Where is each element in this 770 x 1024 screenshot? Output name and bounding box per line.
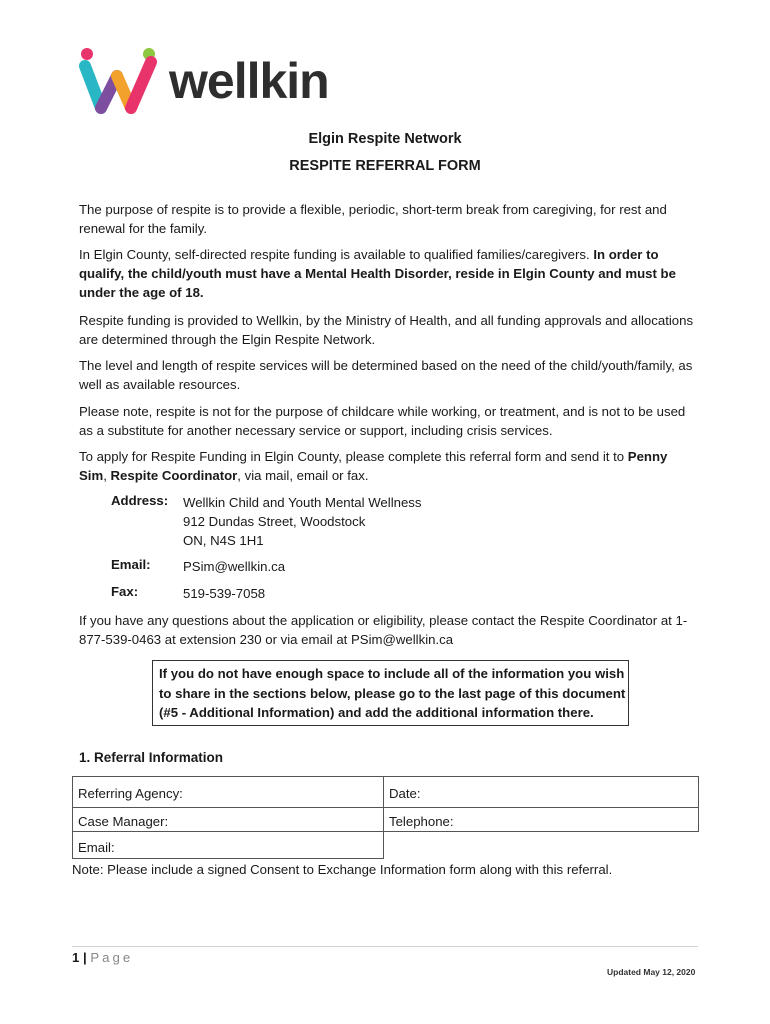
intro-paragraph-6 <box>79 447 694 485</box>
eligibility-text: In Elgin County, self-directed respite funding is available to qualified families/caregivers. <box>79 247 590 262</box>
page-number <box>72 950 133 965</box>
eligibility-requirement: In order to qualify, the child/youth must have a Mental Health Disorder, reside in Elgin County and must be under the age of 18. <box>79 247 676 300</box>
date-field[interactable]: Date: <box>383 776 699 808</box>
wellkin-logo-mark <box>79 46 165 116</box>
form-title: RESPITE REFERRAL FORM <box>289 158 481 174</box>
referring-agency-field[interactable]: Referring Agency: <box>72 776 384 808</box>
email-value[interactable]: PSim@wellkin.ca <box>183 559 286 574</box>
fax-label: Fax: <box>111 584 139 599</box>
logo-wordmark: wellkin <box>169 53 329 109</box>
intro-paragraph-1: The purpose of respite is to provide a flexible, periodic, short-term break from caregiving, for rest and renewal for the family. <box>79 202 667 236</box>
apply-text: To apply for Respite Funding in Elgin County, please complete this referral form and send it to <box>79 449 625 464</box>
address-line-1: Wellkin Child and Youth Mental Wellness <box>183 495 422 510</box>
apply-method-text: , via mail, email or fax. <box>237 468 369 483</box>
additional-space-notice: If you do not have enough space to include all of the information you wish to share in the sections below, please go to the last page of this document (#5 - Additional Information) and add the additional information there. <box>152 660 629 726</box>
email-label: Email: <box>111 557 151 572</box>
address-line-2: 912 Dundas Street, Woodstock <box>183 514 366 529</box>
address-line-3: ON, N4S 1H1 <box>183 533 264 548</box>
intro-paragraph-2 <box>79 245 694 302</box>
questions-paragraph: If you have any questions about the application or eligibility, please contact the Respite Coordinator at 1-877-539-0463 at extension 230 or via email at PSim@wellkin.ca <box>79 613 688 647</box>
telephone-field[interactable]: Telephone: <box>383 807 699 832</box>
consent-note: Note: Please include a signed Consent to Exchange Information form along with this referral. <box>72 862 613 877</box>
intro-paragraph-5: Please note, respite is not for the purpose of childcare while working, or treatment, and is not to be used as a substitute for another necessary service or support, including crisis services. <box>79 404 686 438</box>
address-label: Address: <box>111 493 169 508</box>
intro-paragraph-3: Respite funding is provided to Wellkin, by the Ministry of Health, and all funding approvals and allocations are determined through the Elgin Respite Network. <box>79 313 694 347</box>
updated-date: Updated May 12, 2020 <box>607 967 696 977</box>
wellkin-logo <box>79 46 339 116</box>
coordinator-role: Respite Coordinator <box>110 468 238 483</box>
org-title: Elgin Respite Network <box>308 131 462 147</box>
apply-separator: , <box>103 468 107 483</box>
page-number-value: 1 <box>72 950 80 965</box>
intro-paragraph-4: The level and length of respite services will be determined based on the need of the child/youth/family, as well as available resources. <box>79 358 693 392</box>
section-referral-heading: 1. Referral Information <box>79 750 224 765</box>
case-manager-field[interactable]: Case Manager: <box>72 807 384 832</box>
fax-value: 519-539-7058 <box>183 586 266 601</box>
email-field[interactable]: Email: <box>72 831 384 859</box>
footer-divider <box>72 946 698 947</box>
page-word: Page <box>90 950 134 965</box>
page-separator: | <box>79 950 91 965</box>
coordinator-name: Penny Sim <box>79 449 668 483</box>
address-value <box>183 493 422 550</box>
